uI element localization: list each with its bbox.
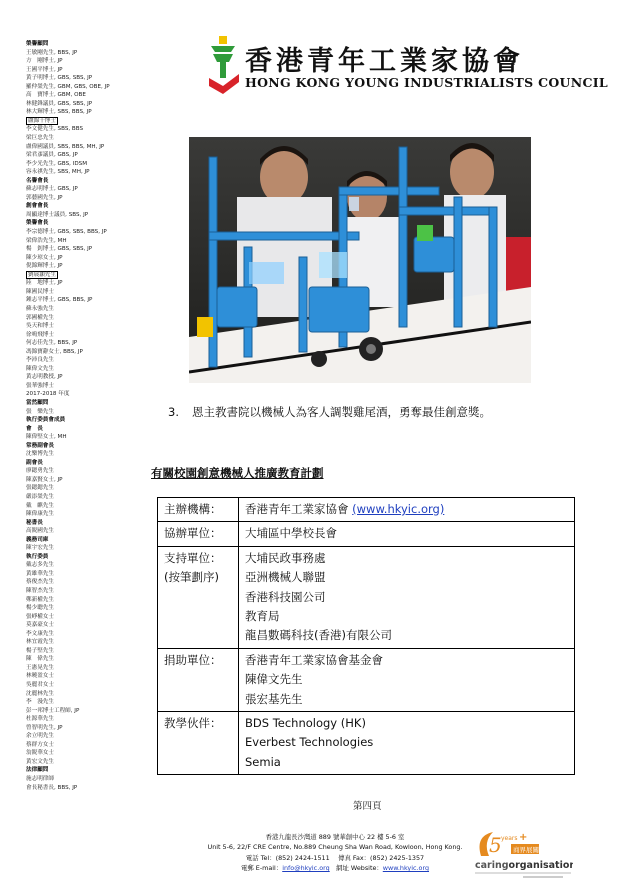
member-list-item [26,125,154,134]
info-table-value: 香港科技園公司 [245,589,326,604]
member-list-item [26,382,154,391]
member-list-text: 2017-2018 年度 [26,391,70,398]
member-list-text: 周顯達博士議員, SBS, JP [26,211,89,218]
member-list-item [26,100,154,109]
member-list-item [26,108,154,117]
member-list-text: 會 長 [26,425,43,432]
member-list-item [26,305,154,314]
member-list-item [26,348,154,357]
svg-text:years: years [501,835,518,842]
member-list-item [26,715,154,724]
member-list-text: 沈麗林先生 [26,690,54,697]
info-table-value: 香港青年工業家協會基金會 [245,652,383,667]
member-list-item [26,314,154,323]
caption-text: 恩主教書院以機械人為客人調製雞尾酒，勇奪最佳創意獎。 [192,405,491,419]
info-table-label-cell [158,712,239,775]
member-list-item [26,117,154,126]
member-list-text: 梁巨忠先生 [26,135,54,142]
member-list-item [26,587,154,596]
member-list-text: 陳少琼女士, JP [26,254,63,261]
member-list-heading [26,416,154,425]
member-list-item [26,510,154,519]
info-table-value-with-link [245,500,568,519]
member-list-text: 常務副會長 [26,442,54,449]
programme-info-table [157,497,575,775]
member-list-item [26,322,154,331]
member-list-item [26,151,154,160]
info-table-row [158,522,575,546]
member-list-heading [26,399,154,408]
member-list-item [26,741,154,750]
info-table-label-cell [158,498,239,522]
member-list-item [26,484,154,493]
info-table-value: 香港青年工業家協會 [245,502,353,516]
member-list-text: 盧錦千博士 [28,117,56,124]
member-list-text: 黃子明博士, GBS, SBS, JP [26,75,93,82]
member-list-heading [26,425,154,434]
member-list-item [26,211,154,220]
member-list-item [26,664,154,673]
footer-email-label: 電郵 E-mail： [240,864,283,873]
footer-address-zh: 香港九龍長沙灣道 889 號華創中心 22 樓 5-6 室 [265,833,405,841]
member-list-text: 廖鍶勇先生 [26,468,54,475]
member-list-text: 鄭新權先生 [26,596,54,603]
member-list-item [26,365,154,374]
member-list-text: 陳嘉賢女士, JP [26,476,63,483]
info-table-value-cell [239,712,575,775]
website-link[interactable]: (www.hkyic.org) [352,502,445,516]
member-list-text: 蔡俊杰先生 [26,579,54,586]
info-table-value: 陳偉文先生 [245,672,303,687]
member-list-text: 執行委員 [26,553,49,560]
member-list-text: 倪錦輝博士, JP [26,263,63,270]
member-list-item [26,681,154,690]
page-number: 第四頁 [353,801,382,812]
member-list-text: 盧偉國議員, SBS, BBS, MH, JP [26,143,105,150]
member-list-heading [26,766,154,775]
member-list-item [26,732,154,741]
member-list-item [26,279,154,288]
member-list-item [26,561,154,570]
member-list-text: 會長秘書長, BBS, JP [26,784,78,791]
member-list-item [26,758,154,767]
footer-address-en: Unit 5-6, 22/F CRE Centre, No.889 Cheung Sha Wan Road, Kowloon, Hong Kong. [207,843,463,852]
member-list-item [26,296,154,305]
member-list-item [26,698,154,707]
info-table-value: 龍昌數碼科技(香港)有限公司 [245,628,392,643]
svg-text:+: + [519,832,528,843]
member-list-text: 張 樂先生 [26,408,54,415]
info-table-value-cell [239,522,575,546]
member-list-text: 莫嘉豪女士 [26,622,54,629]
member-list-text: 吳天和博士 [26,323,54,330]
member-list-item [26,57,154,66]
member-list-text: 徐鳴飛博士 [26,331,54,338]
member-list-text: 何志佳先生, BBS, JP [26,340,78,347]
member-list-text: 林曉盈女士 [26,673,54,680]
member-list-text: 蘇永強先生 [26,305,54,312]
member-list-item [26,228,154,237]
member-list-text: 王憲晃先生 [26,664,54,671]
footer-website-label: 網址 Website： [329,864,383,873]
member-list-heading [26,519,154,528]
member-list-text: 陳偉文先生 [26,365,54,372]
member-list-text: 鍾志平博士, GBS, BBS, JP [26,297,93,304]
member-list-text: 黃志明教授, JP [26,374,63,381]
info-table-label-cell [158,522,239,546]
member-list-item [26,91,154,100]
member-list-item [26,433,154,442]
member-list-text: 張鍶鍶先生 [26,485,54,492]
section-heading: 有關校園創意機械人推廣教育計劃 [151,466,324,480]
member-list-text: 李 漫先生 [26,699,54,706]
member-list-text: 林宜霞先生 [26,639,54,646]
info-table-value: Semia [245,754,281,769]
member-list-item [26,245,154,254]
member-list-item [26,578,154,587]
member-list-item [26,621,154,630]
member-list-item [26,527,154,536]
member-list-item [26,254,154,263]
info-table-label: 主辦機構： [164,502,222,516]
member-list-text: 陳 偉先生 [26,656,54,663]
member-list-text: 法律顧問 [26,767,49,774]
member-list-item [26,502,154,511]
caring-organisation-logo [473,826,573,884]
member-list-text: 嚴添榮先生 [26,493,54,500]
member-list-item [26,390,154,399]
member-list-text: 副會長 [26,459,43,466]
hkyic-logo [205,36,608,94]
info-table-label: 支持單位： [164,550,222,565]
member-list-text: 王國平博士, JP [26,66,63,73]
member-list-text: 陳智杰先生 [26,588,54,594]
caption-number: 3. [168,405,179,419]
member-list-text: 王敏剛先生, BBS, JP [26,49,78,56]
member-list-text: 李文健先生, SBS, BBS [26,126,84,133]
member-list-text: 楊少聰先生 [26,605,54,612]
member-list-text: 名譽會長 [26,177,49,184]
member-list-text: 楊 釗博士, GBS, SBS, JP [26,246,93,253]
info-table-label: 協辦單位： [164,526,222,541]
info-table-value: 亞洲機械人聯盟 [245,570,326,585]
member-list-text: 曾智明先生, JP [26,724,63,731]
member-list-item [26,168,154,177]
member-list-item [26,356,154,365]
svg-text:caringorganisation: caringorganisation [475,860,573,871]
info-table-value: Everbest Technologies [245,735,374,750]
member-list-item [26,331,154,340]
member-list-item [26,262,154,271]
member-list-text: 陸 地博士, JP [26,280,63,287]
council-member-list [26,40,154,792]
footer-email-link[interactable]: info@hkyic.org [282,864,330,873]
svg-text:5: 5 [489,833,502,857]
member-list-item [26,476,154,485]
member-list-item [26,134,154,143]
member-list-text: 沈樂博先生 [26,451,54,458]
member-list-text: 黃雄華先生 [26,570,54,577]
member-list-text: 張華強博士 [26,382,54,389]
footer-phone: 電話 Tel：(852) 2424-1511 傳真 Fax：(852) 2425-1357 [245,853,425,862]
member-list-item [26,544,154,553]
member-list-item [26,194,154,203]
member-list-item [26,707,154,716]
info-table-row [158,712,575,775]
member-list-text: 吳麗君女士 [26,682,54,689]
member-list-item [26,604,154,613]
member-list-item [26,288,154,297]
member-list-text: 戴 麒先生 [26,502,54,509]
info-table-value: BDS Technology (HK) [245,716,366,731]
member-list-heading [26,442,154,451]
member-list-item [26,160,154,169]
member-list-item [26,271,154,280]
member-list-text: 梁君彥議員, GBS, JP [26,152,78,159]
info-table-row [158,498,575,522]
member-list-item [26,493,154,502]
member-list-heading [26,219,154,228]
member-list-item [26,724,154,733]
member-list-item [26,672,154,681]
member-list-item [26,784,154,793]
info-table-label-cell [158,648,239,711]
member-list-text: 義務司庫 [26,536,49,543]
member-list-text: 林大輝博士, SBS, BBS, JP [26,109,92,116]
member-list-heading [26,536,154,545]
member-list-item [26,638,154,647]
member-list-text: 蘇志明博士, GBS, JP [26,186,78,193]
hkyic-emblem-icon [205,36,243,94]
member-list-heading [26,177,154,186]
member-list-item [26,467,154,476]
member-list-text: 陳國民博士 [26,288,54,295]
member-list-text: 翁鋭華女士 [26,750,54,757]
member-list-item [26,143,154,152]
member-list-text: 張崢權女士 [26,613,54,620]
member-list-text: 劉展灝先生 [28,271,56,278]
member-list-text: 余立明先生 [26,733,54,740]
member-list-text: 陳偉康先生 [26,511,54,518]
member-list-item [26,237,154,246]
member-list-text: 楊子堅先生 [26,647,54,654]
member-list-item [26,83,154,92]
info-table-value: 教育局 [245,609,280,624]
member-list-text: 方 剛博士, JP [26,58,63,65]
info-table-label: (按筆劃序) [164,570,219,585]
info-table-value: 大埔民政事務處 [245,550,326,565]
member-list-item [26,185,154,194]
member-list-text: 梁偉浩先生, MH [26,237,67,244]
member-list-item [26,647,154,656]
logo-title-en: HONG KONG YOUNG INDUSTRIALISTS COUNCIL [245,75,608,90]
info-table-value-cell [239,648,575,711]
member-list-item [26,596,154,605]
member-list-item [26,690,154,699]
member-list-item [26,775,154,784]
member-list-item [26,373,154,382]
member-list-item [26,613,154,622]
member-list-text: 郭國權先生 [26,314,54,321]
member-list-text: 當然顧問 [26,399,49,406]
info-table-value: 張宏基先生 [245,691,303,706]
member-list-heading [26,40,154,49]
member-list-text: 創會會長 [26,203,49,210]
logo-title-zh: 香港青年工業家協會 [245,46,524,77]
info-table-row [158,546,575,648]
member-list-item [26,450,154,459]
member-list-heading [26,202,154,211]
member-list-item [26,655,154,664]
info-table-value: 大埔區中學校長會 [245,526,337,541]
member-list-item [26,74,154,83]
member-list-item [26,49,154,58]
member-list-text: 李少光先生, GBS, IDSM [26,160,88,167]
member-list-item [26,570,154,579]
member-list-text: 馮錦寶辭女士, BBS, JP [26,348,83,355]
footer-contact [200,832,470,874]
member-list-text: 施志明律師 [26,776,54,783]
member-list-text: 李文康先生 [26,630,54,637]
member-list-text: 林健鋒議員, GBS, SBS, JP [26,100,93,107]
member-list-text: 陳偉堅女士, MH [26,434,67,441]
member-list-text: 容永祺先生, SBS, MH, JP [26,169,90,176]
member-list-text: 李宗德博士, GBS, SBS, BBS, JP [26,229,107,236]
svg-text:商界展關懷: 商界展關懷 [513,846,546,854]
member-list-text: 秘書長 [26,519,43,526]
member-list-text: 彭一邦博士工程師, JP [26,707,80,714]
member-list-text: 郭藝國先生, JP [26,194,63,201]
member-list-text: 戴志多先生 [26,562,54,569]
info-table-label-cell [158,546,239,648]
robot-photo [189,137,531,383]
member-list-text: 榮譽顧問 [26,41,49,47]
info-table-label: 教學伙伴： [164,716,222,731]
member-list-text: 羅仲榮先生, GBM, GBS, OBE, JP [26,83,110,90]
member-list-heading [26,553,154,562]
member-list-heading [26,459,154,468]
member-list-text: 蔡群方女士 [26,741,54,748]
info-table-row [158,648,575,711]
member-list-item [26,630,154,639]
member-list-text: 陳宇宏先生 [26,545,54,552]
info-table-value-cell [239,498,575,522]
member-list-item [26,66,154,75]
footer-email-row [200,863,470,873]
member-list-text: 黃宏文先生 [26,758,54,765]
member-list-text: 李沛良先生 [26,357,54,364]
photo-caption [168,404,491,420]
member-list-text: 杜源華先生 [26,716,54,723]
member-list-text: 榮譽會長 [26,220,49,227]
member-list-text: 高 寶博士, GBM, OBE [26,92,86,99]
member-list-text: 高鋭國先生 [26,528,54,535]
info-table-label: 捐助單位： [164,652,222,667]
footer-website-link[interactable]: www.hkyic.org [382,864,430,873]
member-list-item [26,408,154,417]
info-table-value-cell [239,546,575,648]
member-list-item [26,339,154,348]
member-list-item [26,749,154,758]
member-list-text: 執行委員會成員 [26,417,66,424]
